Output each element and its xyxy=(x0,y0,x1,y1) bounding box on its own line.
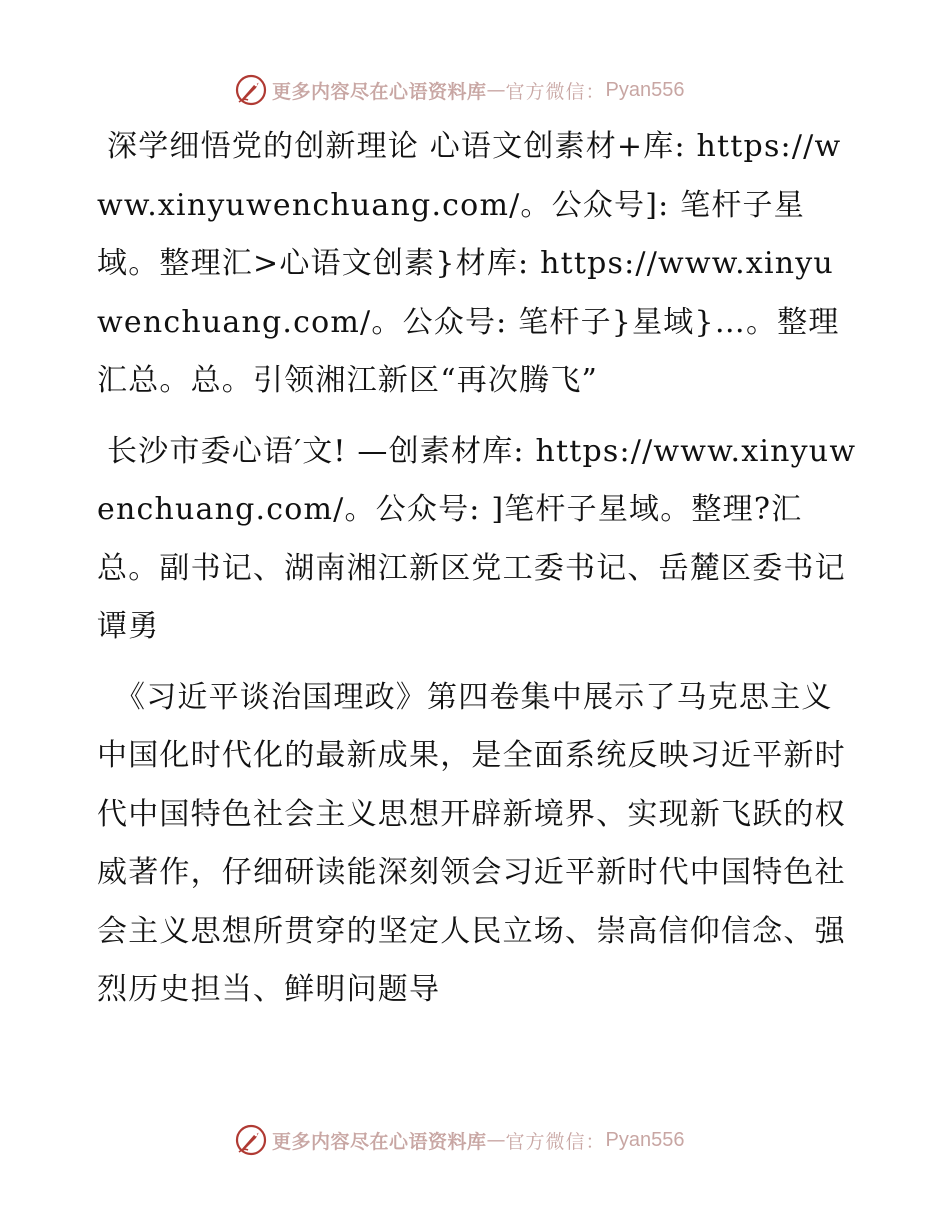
paragraph-author: 长沙市委心语′文! —创素材库: https://www.xinyuwenchuang.com/。公众号: ]笔杆子星域。整理?汇总。副书记、湖南湘江新区党工委书记、岳麓区委书记 谭勇 xyxy=(97,433,878,644)
banner-wechat-id: Pyan556 xyxy=(605,78,685,101)
paragraph-intro: 深学细悟党的创新理论 心语文创素材+库: https://www.xinyuwenchuang.com/。公众号]: 笔杆子星域。整理汇>心语文创素}材库: https://www.xinyuwenchuang.com/。公众号: 笔杆子}星域}…。整理汇总。总。引领湘江新区“再次腾飞” xyxy=(97,129,842,398)
banner-wechat-label: 官方微信： xyxy=(505,1130,606,1153)
banner-text: 更多内容尽在心语资料库 xyxy=(272,80,487,103)
document-body xyxy=(97,118,878,1032)
banner-dash: — xyxy=(486,79,506,101)
pen-logo-icon xyxy=(234,73,268,107)
banner-wechat-id: Pyan556 xyxy=(605,1128,685,1151)
banner-wechat-label: 官方微信： xyxy=(505,80,606,103)
banner-dash: — xyxy=(486,1129,506,1151)
footer-banner xyxy=(234,1122,685,1158)
header-banner xyxy=(234,72,685,108)
paragraph-body: 《习近平谈治国理政》第四卷集中展示了马克思主义中国化时代化的最新成果，是全面系统反映习近平新时代中国特色社会主义思想开辟新境界、实现新飞跃的权威著作，仔细研读能深刻领会习近平新时代中国特色社会主义思想所贯穿的坚定人民立场、崇高信仰信念、强烈历史担当、鲜明问题导 xyxy=(97,679,846,1007)
banner-text: 更多内容尽在心语资料库 xyxy=(272,1130,487,1153)
pen-logo-icon xyxy=(234,1123,268,1157)
